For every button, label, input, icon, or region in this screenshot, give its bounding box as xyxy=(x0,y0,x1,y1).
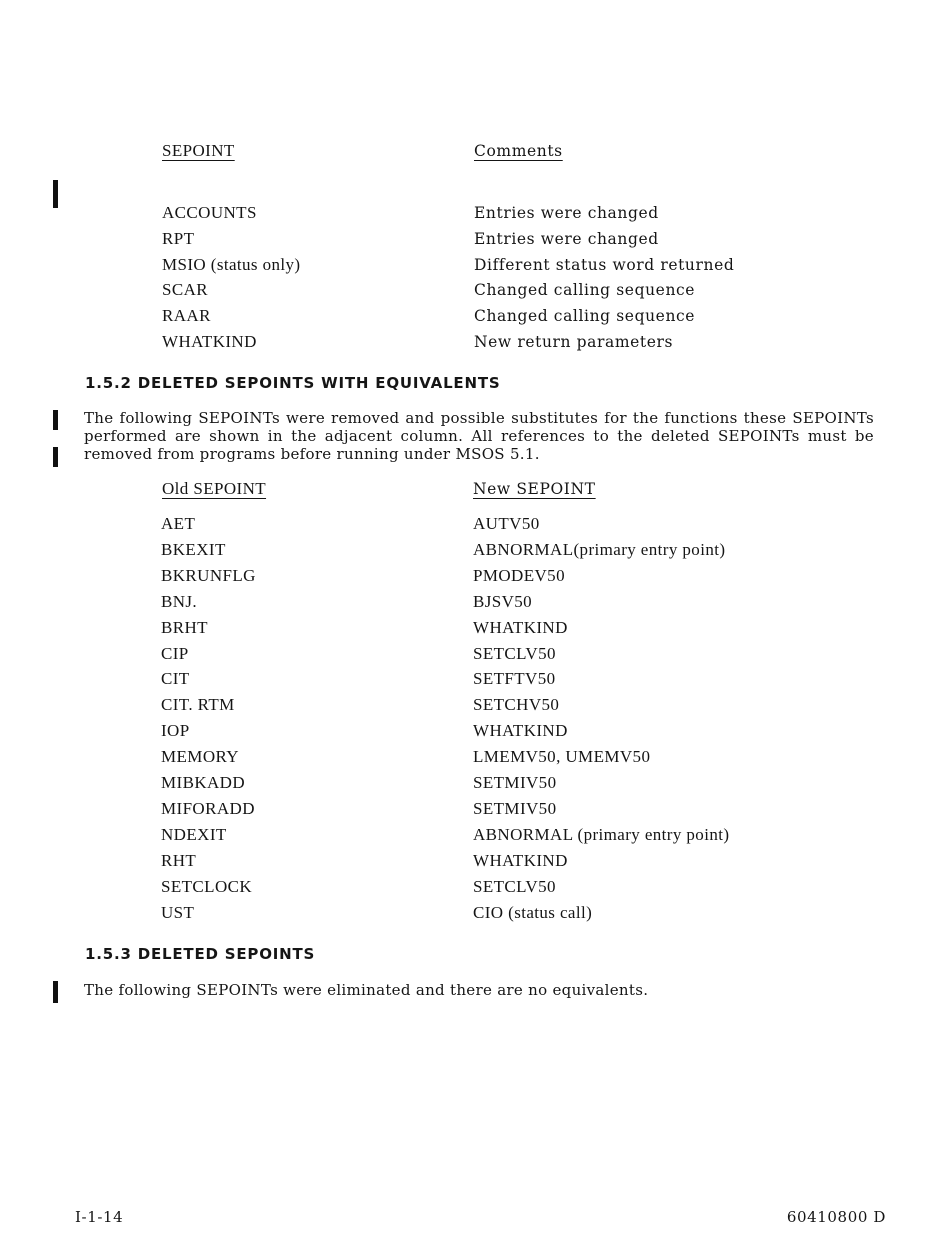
table-row xyxy=(0,692,950,718)
new-sepoint: SETCHV50 xyxy=(473,695,560,715)
new-sepoint: ABNORMAL(primary entry point) xyxy=(473,539,726,559)
new-sepoint: PMODEV50 xyxy=(473,565,565,585)
sepoint-name: RPT xyxy=(162,228,195,248)
new-sepoint: WHATKIND xyxy=(473,617,568,637)
sepoint-comment: Entries were changed xyxy=(474,229,659,248)
old-sepoint: MIFORADD xyxy=(161,798,255,818)
old-sepoint: MEMORY xyxy=(161,747,239,767)
table-row xyxy=(0,589,950,615)
section-heading-1-5-2: 1.5.2 DELETED SEPOINTS WITH EQUIVALENTS xyxy=(85,374,501,392)
new-sepoint: SETMIV50 xyxy=(473,773,557,792)
old-sepoint: BNJ. xyxy=(161,591,198,611)
change-bar xyxy=(53,410,58,430)
old-sepoint: CIP xyxy=(161,643,189,663)
table-row xyxy=(0,200,950,226)
sepoint-name: ACCOUNTS xyxy=(162,203,257,222)
sepoint-name: WHATKIND xyxy=(162,332,257,351)
table-row xyxy=(0,277,950,303)
new-sepoint: ABNORMAL (primary entry point) xyxy=(473,824,730,844)
new-sepoint: SETCLV50 xyxy=(473,876,556,896)
page-number: I-1-14 xyxy=(75,1208,124,1226)
sepoint-name: RAAR xyxy=(162,306,211,326)
table-row xyxy=(0,615,950,641)
new-sepoint: WHATKIND xyxy=(473,850,568,870)
table-row xyxy=(0,848,950,874)
new-sepoint: LMEMV50, UMEMV50 xyxy=(473,747,651,767)
table-row xyxy=(0,874,950,900)
old-sepoint: IOP xyxy=(161,721,190,741)
change-bar xyxy=(53,981,58,1003)
section-heading-1-5-3: 1.5.3 DELETED SEPOINTS xyxy=(85,945,316,963)
sepoint-comment: Entries were changed xyxy=(474,204,659,222)
table-row xyxy=(0,303,950,329)
table-row xyxy=(0,770,950,796)
old-sepoint: BKRUNFLG xyxy=(161,565,256,585)
table-row xyxy=(0,252,950,278)
table-row xyxy=(0,900,950,926)
table-row xyxy=(0,641,950,667)
sepoint-comment: Different status word returned xyxy=(474,255,735,274)
new-sepoint: SETMIV50 xyxy=(473,798,557,818)
table-row xyxy=(0,329,950,355)
sepoint-name: MSIO (status only) xyxy=(162,254,301,274)
table-row xyxy=(0,796,950,822)
table1-header-sepoint: SEPOINT xyxy=(162,141,235,160)
sepoint-comment: Changed calling sequence xyxy=(474,307,696,326)
old-sepoint: RHT xyxy=(161,850,197,870)
old-sepoint: UST xyxy=(161,902,195,922)
sepoint-comment: Changed calling sequence xyxy=(474,281,696,300)
old-sepoint: BRHT xyxy=(161,617,208,637)
table-row xyxy=(0,822,950,848)
table2-header-new-sepoint: New SEPOINT xyxy=(473,480,596,498)
old-sepoint: CIT. RTM xyxy=(161,695,235,715)
table1-header-comments: Comments xyxy=(474,142,563,160)
new-sepoint: AUTV50 xyxy=(473,514,540,533)
table2-header-old-sepoint: Old SEPOINT xyxy=(162,479,267,498)
table-row xyxy=(0,226,950,252)
table-row xyxy=(0,537,950,563)
new-sepoint: SETFTV50 xyxy=(473,669,556,689)
old-sepoint: CIT xyxy=(161,669,190,689)
new-sepoint: BJSV50 xyxy=(473,591,533,611)
change-bar xyxy=(53,447,58,467)
table-row xyxy=(0,718,950,744)
section-paragraph-1-5-2: The following SEPOINTs were removed and possible substitutes for the functions these SEPOINTs performed are shown in the adjacent column. All references to the deleted SEPOINTs must be removed from programs before running under MSOS 5.1. xyxy=(84,409,874,463)
new-sepoint: CIO (status call) xyxy=(473,902,593,922)
section-paragraph-1-5-3: The following SEPOINTs were eliminated and there are no equivalents. xyxy=(84,981,649,999)
table-row xyxy=(0,666,950,692)
table-row xyxy=(0,563,950,589)
sepoint-comment: New return parameters xyxy=(474,333,674,351)
old-sepoint: MIBKADD xyxy=(161,773,246,792)
old-sepoint: AET xyxy=(161,514,196,533)
new-sepoint: WHATKIND xyxy=(473,721,568,741)
table-row xyxy=(0,744,950,770)
old-sepoint: NDEXIT xyxy=(161,824,227,844)
document-number: 60410800 D xyxy=(786,1208,886,1226)
new-sepoint: SETCLV50 xyxy=(473,643,556,663)
sepoint-name: SCAR xyxy=(162,280,209,300)
old-sepoint: SETCLOCK xyxy=(161,876,253,896)
old-sepoint: BKEXIT xyxy=(161,539,226,559)
table-row xyxy=(0,511,950,537)
